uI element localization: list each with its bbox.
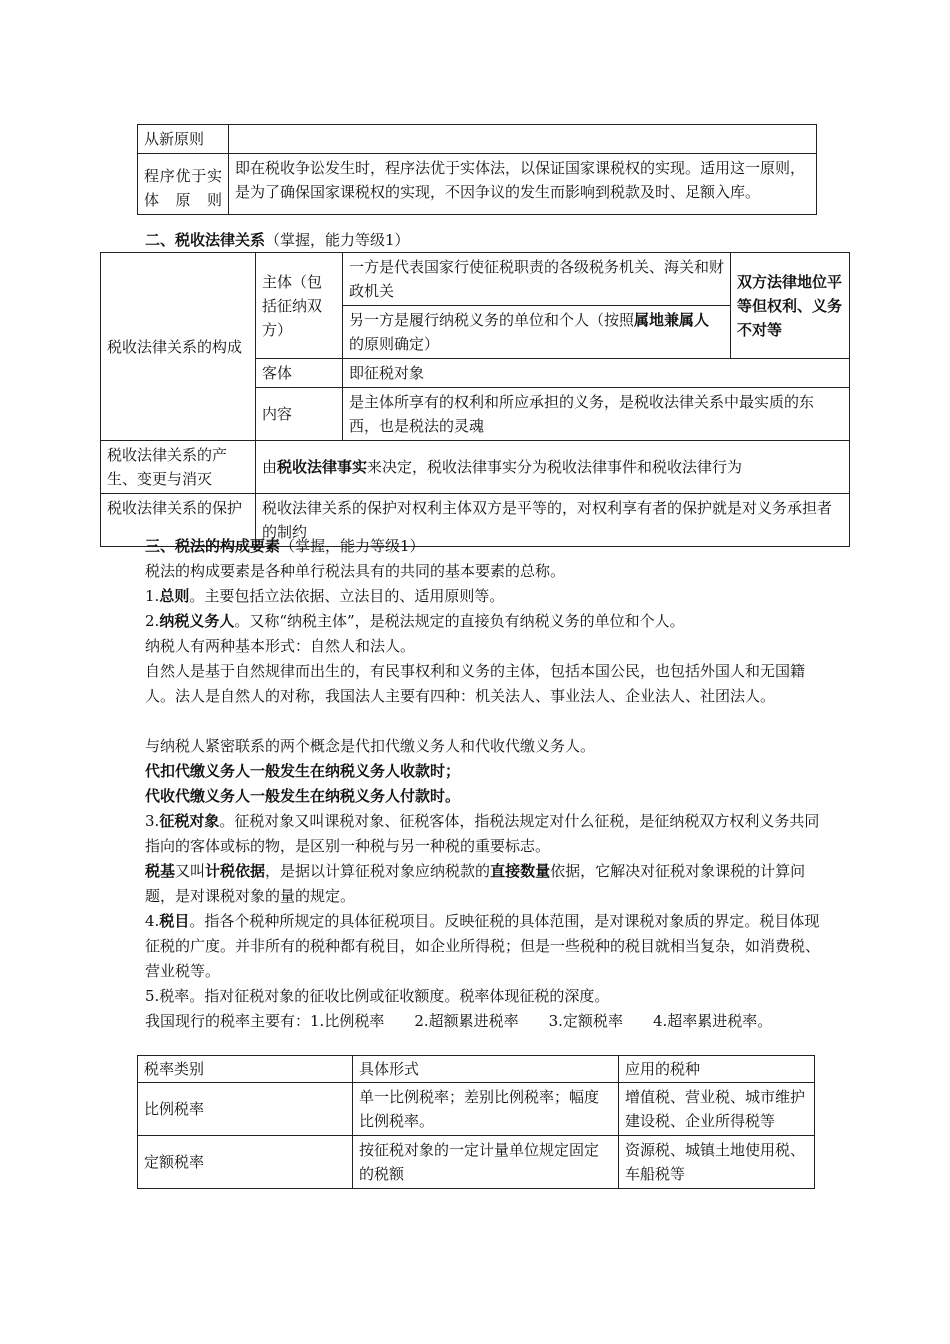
paragraph: 2.纳税义务人。又称“纳税主体”，是税法规定的直接负有纳税义务的单位和个人。 xyxy=(145,612,685,630)
tax-legal-relation-table xyxy=(100,252,850,547)
subject-taxpayer: 另一方是履行纳税义务的单位和个人（按照属地兼属人的原则确定） xyxy=(343,306,731,359)
table-row xyxy=(138,1083,815,1136)
section-heading: 二、税收法律关系（掌握，能力等级1） xyxy=(145,231,410,249)
table-row xyxy=(101,441,850,494)
change-label: 税收法律关系的产生、变更与消灭 xyxy=(101,441,256,494)
subject-tax-authority: 一方是代表国家行使征税职责的各级税务机关、海关和财政机关 xyxy=(343,253,731,306)
subject-note: 双方法律地位平等但权利、义务不对等 xyxy=(731,253,850,359)
table-row xyxy=(101,253,850,306)
paragraph: 税基又叫计税依据，是据以计算征税对象应纳税款的直接数量依据，它解决对征税对象课税的计算问题，是对课税对象的量的规定。 xyxy=(145,862,806,905)
column-header: 具体形式 xyxy=(353,1056,619,1083)
protect-label: 税收法律关系的保护 xyxy=(101,494,256,547)
paragraph: 税法的构成要素是各种单行税法具有的共同的基本要素的总称。 xyxy=(145,562,566,580)
rate-type: 比例税率 xyxy=(138,1083,353,1136)
principle-content xyxy=(229,125,817,154)
principle-content: 即在税收争讼发生时，程序法优于实体法，以保证国家课税权的实现。适用这一原则，是为了确保国家课税权的实现，不因争议的发生而影响到税款及时、足额入库。 xyxy=(229,154,817,215)
table-row xyxy=(138,1136,815,1189)
table-header-row xyxy=(138,1056,815,1083)
column-header: 税率类别 xyxy=(138,1056,353,1083)
paragraph: 4.税目。指各个税种所规定的具体征税项目。反映征税的具体范围，是对课税对象质的界定。税目体现征税的广度。并非所有的税种都有税目，如企业所得税；但是一些税种的税目就相当复杂，如消费税、营业税等。 xyxy=(145,912,821,980)
table-row xyxy=(138,154,817,215)
rate-taxes: 增值税、营业税、城市维护建设税、企业所得税等 xyxy=(619,1083,815,1136)
section-heading: 三、税法的构成要素（掌握，能力等级1） xyxy=(145,537,425,555)
paragraph: 1.总则。主要包括立法依据、立法目的、适用原则等。 xyxy=(145,587,505,605)
principle-label: 程序优于实体原则 xyxy=(138,154,229,215)
paragraph: 纳税人有两种基本形式：自然人和法人。 xyxy=(145,637,416,655)
paragraph: 3.征税对象。征税对象又叫课税对象、征税客体，指税法规定对什么征税，是征纳税双方权利义务共同指向的客体或标的物，是区别一种税与另一种税的重要标志。 xyxy=(145,812,820,855)
principles-table xyxy=(137,124,817,215)
table-row xyxy=(138,125,817,154)
protect-content: 税收法律关系的保护对权利主体双方是平等的，对权利享有者的保护就是对义务承担者的制约 xyxy=(256,494,850,547)
column-header: 应用的税种 xyxy=(619,1056,815,1083)
tax-rate-table xyxy=(137,1055,815,1189)
content-label: 内容 xyxy=(256,388,343,441)
rate-type: 定额税率 xyxy=(138,1136,353,1189)
principle-label: 从新原则 xyxy=(138,125,229,154)
object-label: 客体 xyxy=(256,359,343,388)
rate-form: 单一比例税率；差别比例税率；幅度比例税率。 xyxy=(353,1083,619,1136)
rate-taxes: 资源税、城镇土地使用税、车船税等 xyxy=(619,1136,815,1189)
paragraph: 与纳税人紧密联系的两个概念是代扣代缴义务人和代收代缴义务人。 xyxy=(145,737,596,755)
paragraph: 5.税率。指对征税对象的征收比例或征收额度。税率体现征税的深度。 xyxy=(145,987,610,1005)
composition-label: 税收法律关系的构成 xyxy=(101,253,256,441)
paragraph-bold: 代扣代缴义务人一般发生在纳税义务人收款时； xyxy=(145,762,461,780)
paragraph: 我国现行的税率主要有：1.比例税率 2.超额累进税率 3.定额税率 4.超率累进税率。 xyxy=(145,1012,773,1030)
content-content: 是主体所享有的权利和所应承担的义务，是税收法律关系中最实质的东西，也是税法的灵魂 xyxy=(343,388,850,441)
subject-label: 主体（包括征纳双方） xyxy=(256,253,343,359)
paragraph: 自然人是基于自然规律而出生的，有民事权利和义务的主体，包括本国公民，也包括外国人和无国籍人。法人是自然人的对称，我国法人主要有四种：机关法人、事业法人、企业法人、社团法人。 xyxy=(145,662,806,705)
object-content: 即征税对象 xyxy=(343,359,850,388)
paragraph-bold: 代收代缴义务人一般发生在纳税义务人付款时。 xyxy=(145,787,461,805)
change-content: 由税收法律事实来决定，税收法律事实分为税收法律事件和税收法律行为 xyxy=(256,441,850,494)
rate-form: 按征税对象的一定计量单位规定固定的税额 xyxy=(353,1136,619,1189)
